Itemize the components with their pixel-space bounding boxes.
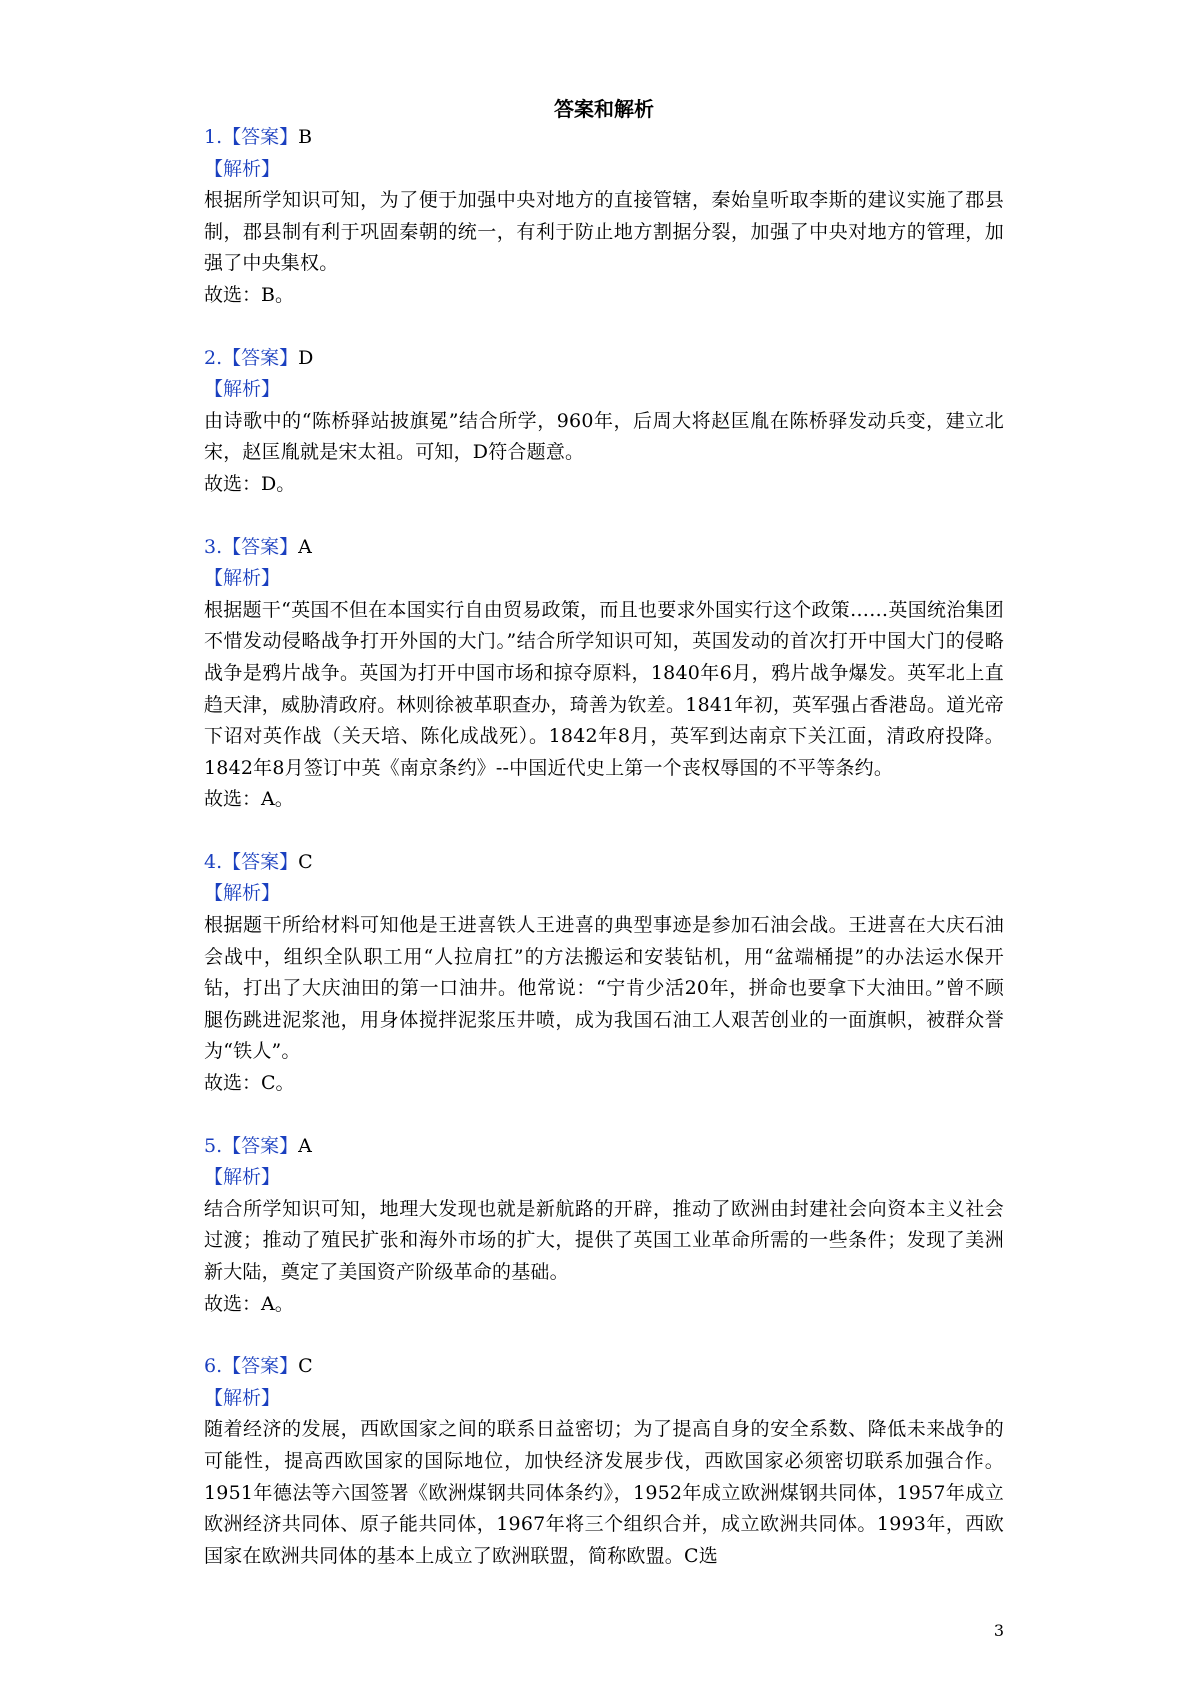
question-number: 5.	[204, 1134, 223, 1157]
question-block-3	[204, 532, 1004, 816]
conclusion-text: 故选：C。	[204, 1072, 295, 1095]
answer-line	[204, 1131, 1004, 1163]
analysis-tag: 【解析】	[204, 378, 281, 401]
analysis-tag: 【解析】	[204, 157, 281, 180]
analysis-text: 根据题干“英国不但在本国实行自由贸易政策，而且也要求外国实行这个政策……英国统治集团不惜发动侵略战争打开外国的大门。”结合所学知识可知，英国发动的首次打开中国大门的侵略战争是鸦片战争。英国为打开中国市场和掠夺原料，1840年6月，鸦片战争爆发。英军北上直趋天津，威胁清政府。林则徐被革职查办，琦善为钦差。1841年初，英军强占香港岛。道光帝下诏对英作战（关天培、陈化成战死）。1842年8月，英军到达南京下关江面，清政府投降。1842年8月签订中英《南京条约》--中国近代史上第一个丧权辱国的不平等条约。	[204, 598, 1004, 779]
answer-line	[204, 122, 1004, 154]
conclusion-text: 故选：A。	[204, 788, 294, 811]
analysis-text: 结合所学知识可知，地理大发现也就是新航路的开辟，推动了欧洲由封建社会向资本主义社会过渡；推动了殖民扩张和海外市场的扩大，提供了英国工业革命所需的一些条件；发现了美洲新大陆，奠定了美国资产阶级革命的基础。	[204, 1197, 1004, 1283]
question-number: 3.	[204, 535, 223, 558]
question-number: 4.	[204, 850, 223, 873]
answer-line	[204, 343, 1004, 375]
question-block-2	[204, 343, 1004, 501]
question-number: 2.	[204, 346, 223, 369]
answer-value: C	[298, 850, 313, 873]
question-block-1	[204, 122, 1004, 312]
conclusion-text: 故选：B。	[204, 283, 294, 306]
answer-tag: 【答案】	[222, 1355, 299, 1378]
analysis-tag: 【解析】	[204, 882, 281, 905]
answer-line	[204, 847, 1004, 879]
answer-value: D	[298, 346, 314, 369]
answer-tag: 【答案】	[222, 1134, 299, 1157]
answer-value: A	[298, 535, 312, 558]
analysis-tag: 【解析】	[204, 1166, 281, 1189]
question-block-4	[204, 847, 1004, 1100]
answer-tag: 【答案】	[222, 850, 299, 873]
analysis-tag: 【解析】	[204, 567, 281, 590]
conclusion-text: 故选：A。	[204, 1292, 294, 1315]
analysis-text: 随着经济的发展，西欧国家之间的联系日益密切；为了提高自身的安全系数、降低未来战争的可能性，提高西欧国家的国际地位，加快经济发展步伐，西欧国家必须密切联系加强合作。1951年德法等六国签署《欧洲煤钢共同体条约》，1952年成立欧洲煤钢共同体，1957年成立欧洲经济共同体、原子能共同体，1967年将三个组织合并，成立欧洲共同体。1993年，西欧国家在欧洲共同体的基本上成立了欧洲联盟，简称欧盟。C选	[204, 1418, 1004, 1567]
analysis-text: 根据题干所给材料可知他是王进喜铁人王进喜的典型事迹是参加石油会战。王进喜在大庆石油会战中，组织全队职工用“人拉肩扛”的方法搬运和安装钻机，用“盆端桶提”的办法运水保开钻，打出了大庆油田的第一口油井。他常说：“宁肯少活20年，拼命也要拿下大油田。”曾不顾腿伤跳进泥浆池，用身体搅拌泥浆压井喷，成为我国石油工人艰苦创业的一面旗帜，被群众誉为“铁人”。	[204, 914, 1004, 1063]
page-title: 答案和解析	[554, 97, 654, 121]
answer-line	[204, 532, 1004, 564]
question-number: 6.	[204, 1355, 223, 1378]
page-number: 3	[993, 1621, 1004, 1640]
analysis-text: 根据所学知识可知，为了便于加强中央对地方的直接管辖，秦始皇听取李斯的建议实施了郡县制，郡县制有利于巩固秦朝的统一，有利于防止地方割据分裂，加强了中央对地方的管理，加强了中央集权。	[204, 189, 1004, 275]
conclusion-text: 故选：D。	[204, 472, 296, 495]
answer-sheet	[204, 96, 1004, 1572]
answer-line	[204, 1351, 1004, 1383]
answer-value: C	[298, 1355, 313, 1378]
answer-tag: 【答案】	[222, 346, 299, 369]
question-number: 1.	[204, 126, 223, 148]
question-block-5	[204, 1131, 1004, 1321]
analysis-text: 由诗歌中的“陈桥驿站披旗冕”结合所学，960年，后周大将赵匡胤在陈桥驿发动兵变，建立北宋，赵匡胤就是宋太祖。可知，D符合题意。	[204, 409, 1004, 464]
analysis-tag: 【解析】	[204, 1386, 281, 1409]
answer-tag: 【答案】	[222, 126, 299, 148]
question-block-6	[204, 1351, 1004, 1572]
answer-value: A	[298, 1134, 312, 1157]
answer-tag: 【答案】	[222, 535, 299, 558]
answer-value: B	[298, 126, 313, 148]
question-list	[204, 122, 1004, 1572]
